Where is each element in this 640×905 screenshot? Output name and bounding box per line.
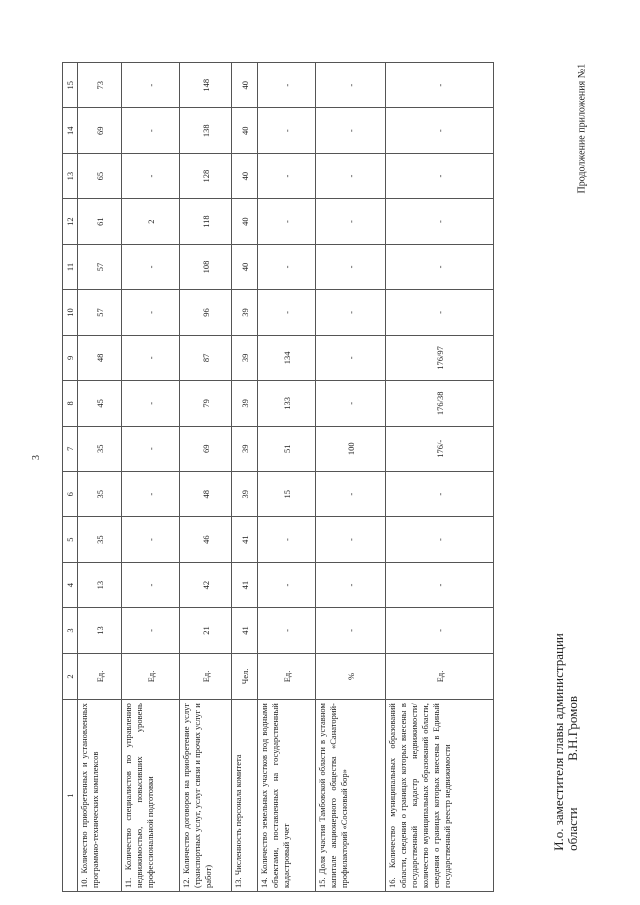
indicator-value: 41 (232, 562, 258, 607)
indicator-value: 118 (180, 199, 232, 244)
indicator-name: 16. Количество муниципальных образований области, сведения о границах которых внесены в государственный кадастр недвижимости/количество муниципальных образований области, сведения о границах которых внесены в Единый государственный реестр недвижимости (386, 700, 494, 892)
indicator-value: - (386, 608, 494, 653)
indicator-name: 11. Количество специалистов по управлению недвижимостью, повысивших уровень профессиональной подготовки (122, 700, 180, 892)
indicator-value: - (258, 153, 316, 198)
indicator-value: - (386, 290, 494, 335)
indicator-value: 40 (232, 63, 258, 108)
indicator-value: - (258, 63, 316, 108)
column-number-row (63, 63, 78, 892)
column-number-14: 14 (63, 108, 78, 153)
indicator-value: 40 (232, 153, 258, 198)
indicator-value: - (316, 381, 386, 426)
indicator-value: 45 (78, 381, 122, 426)
indicator-value: - (258, 608, 316, 653)
indicator-value: 69 (180, 426, 232, 471)
table-row (386, 63, 494, 892)
indicator-value: 35 (78, 471, 122, 516)
indicator-value: 65 (78, 153, 122, 198)
table-row (122, 63, 180, 892)
indicator-value: 48 (78, 335, 122, 380)
indicator-unit: Ед. (122, 653, 180, 699)
indicator-unit: Ед. (386, 653, 494, 699)
indicator-value: - (122, 381, 180, 426)
indicator-value: 96 (180, 290, 232, 335)
indicator-value: - (316, 471, 386, 516)
column-number-9: 9 (63, 335, 78, 380)
column-number-13: 13 (63, 153, 78, 198)
column-number-7: 7 (63, 426, 78, 471)
indicator-value: - (386, 153, 494, 198)
page-number: 3 (31, 455, 42, 460)
indicator-value: 39 (232, 335, 258, 380)
indicator-value: - (122, 562, 180, 607)
indicator-value: 128 (180, 153, 232, 198)
column-number-2: 2 (63, 653, 78, 699)
indicator-value: - (316, 562, 386, 607)
indicator-value: - (122, 608, 180, 653)
indicator-value: - (316, 153, 386, 198)
indicator-value: 176/38 (386, 381, 494, 426)
column-number-8: 8 (63, 381, 78, 426)
indicator-value: - (386, 517, 494, 562)
indicator-value: 42 (180, 562, 232, 607)
indicator-value: - (258, 562, 316, 607)
column-number-15: 15 (63, 63, 78, 108)
indicator-value: - (258, 244, 316, 289)
indicator-value: 40 (232, 244, 258, 289)
indicator-value: - (122, 471, 180, 516)
indicator-value: - (258, 517, 316, 562)
indicator-value: - (122, 153, 180, 198)
signature-name: В.Н.Громов (565, 696, 580, 761)
indicator-value: 69 (78, 108, 122, 153)
indicator-value: 13 (78, 562, 122, 607)
indicator-value: - (122, 108, 180, 153)
indicator-value: 138 (180, 108, 232, 153)
indicator-value: 108 (180, 244, 232, 289)
indicator-value: 21 (180, 608, 232, 653)
signature-region: области (565, 807, 580, 851)
indicator-value: 57 (78, 244, 122, 289)
table-row (180, 63, 232, 892)
indicator-value: - (122, 290, 180, 335)
indicator-value: - (258, 199, 316, 244)
indicator-value: - (386, 562, 494, 607)
table-row (232, 63, 258, 892)
indicator-value: - (122, 244, 180, 289)
indicator-unit: Чел. (232, 653, 258, 699)
indicator-value: - (316, 608, 386, 653)
indicator-value: 40 (232, 108, 258, 153)
indicator-value: - (316, 335, 386, 380)
indicator-value: 40 (232, 199, 258, 244)
indicator-unit: Ед. (258, 653, 316, 699)
indicator-value: 35 (78, 517, 122, 562)
table-row (258, 63, 316, 892)
indicator-value: - (316, 290, 386, 335)
indicator-value: 176/97 (386, 335, 494, 380)
indicator-value: - (122, 335, 180, 380)
indicator-value: - (316, 63, 386, 108)
indicator-value: - (316, 517, 386, 562)
indicator-name: 14. Количество земельных участков под водными объектами, поставленных на государственный кадастровый учет (258, 700, 316, 892)
indicator-value: - (258, 108, 316, 153)
indicator-value: 39 (232, 471, 258, 516)
indicator-value: 61 (78, 199, 122, 244)
indicator-value: 2 (122, 199, 180, 244)
indicator-value: 13 (78, 608, 122, 653)
continuation-note: Продолжение приложения №1 (576, 63, 588, 194)
signature-title: И.о. заместителя главы администрации (551, 633, 566, 851)
indicator-value: 87 (180, 335, 232, 380)
indicator-value: 46 (180, 517, 232, 562)
table-row (316, 63, 386, 892)
indicator-value: 15 (258, 471, 316, 516)
indicator-value: - (386, 63, 494, 108)
indicator-value: - (386, 108, 494, 153)
indicator-value: 51 (258, 426, 316, 471)
indicator-value: - (386, 471, 494, 516)
indicator-value: - (122, 517, 180, 562)
indicator-value: - (386, 199, 494, 244)
indicators-table-wrapper (62, 62, 532, 892)
indicator-unit: % (316, 653, 386, 699)
indicator-value: - (258, 290, 316, 335)
indicator-name: 13. Численность персонала комитета (232, 700, 258, 892)
indicator-value: 48 (180, 471, 232, 516)
indicator-name: 10. Количество приобретенных и установленных программно-технических комплексов (78, 700, 122, 892)
column-number-6: 6 (63, 471, 78, 516)
column-number-11: 11 (63, 244, 78, 289)
indicator-value: - (316, 199, 386, 244)
indicator-name: 12. Количество договоров на приобретение услуг (транспортных услуг, услуг связи и прочих услуг и работ) (180, 700, 232, 892)
column-number-1: 1 (63, 700, 78, 892)
column-number-3: 3 (63, 608, 78, 653)
table-row (78, 63, 122, 892)
signature-block (552, 633, 580, 851)
indicator-value: 73 (78, 63, 122, 108)
column-number-4: 4 (63, 562, 78, 607)
indicator-value: 79 (180, 381, 232, 426)
indicator-value: 35 (78, 426, 122, 471)
indicator-unit: Ед. (78, 653, 122, 699)
indicator-value: 39 (232, 381, 258, 426)
indicator-value: 133 (258, 381, 316, 426)
column-number-12: 12 (63, 199, 78, 244)
indicator-value: 41 (232, 608, 258, 653)
indicator-unit: Ед. (180, 653, 232, 699)
indicator-value: - (316, 108, 386, 153)
indicator-value: - (122, 426, 180, 471)
indicator-name: 15. Доля участия Тамбовской области в уставном капитале акционерного общества «Санаторий-профилакторий «Сосновый бор» (316, 700, 386, 892)
column-number-10: 10 (63, 290, 78, 335)
indicator-value: 39 (232, 426, 258, 471)
indicator-value: 134 (258, 335, 316, 380)
indicator-value: 39 (232, 290, 258, 335)
indicator-value: - (122, 63, 180, 108)
indicators-table (62, 62, 494, 892)
indicator-value: 176/- (386, 426, 494, 471)
column-number-5: 5 (63, 517, 78, 562)
indicator-value: - (386, 244, 494, 289)
indicator-value: 148 (180, 63, 232, 108)
signature-line2 (566, 633, 580, 851)
indicator-value: 57 (78, 290, 122, 335)
indicator-value: 100 (316, 426, 386, 471)
indicator-value: 41 (232, 517, 258, 562)
indicator-value: - (316, 244, 386, 289)
